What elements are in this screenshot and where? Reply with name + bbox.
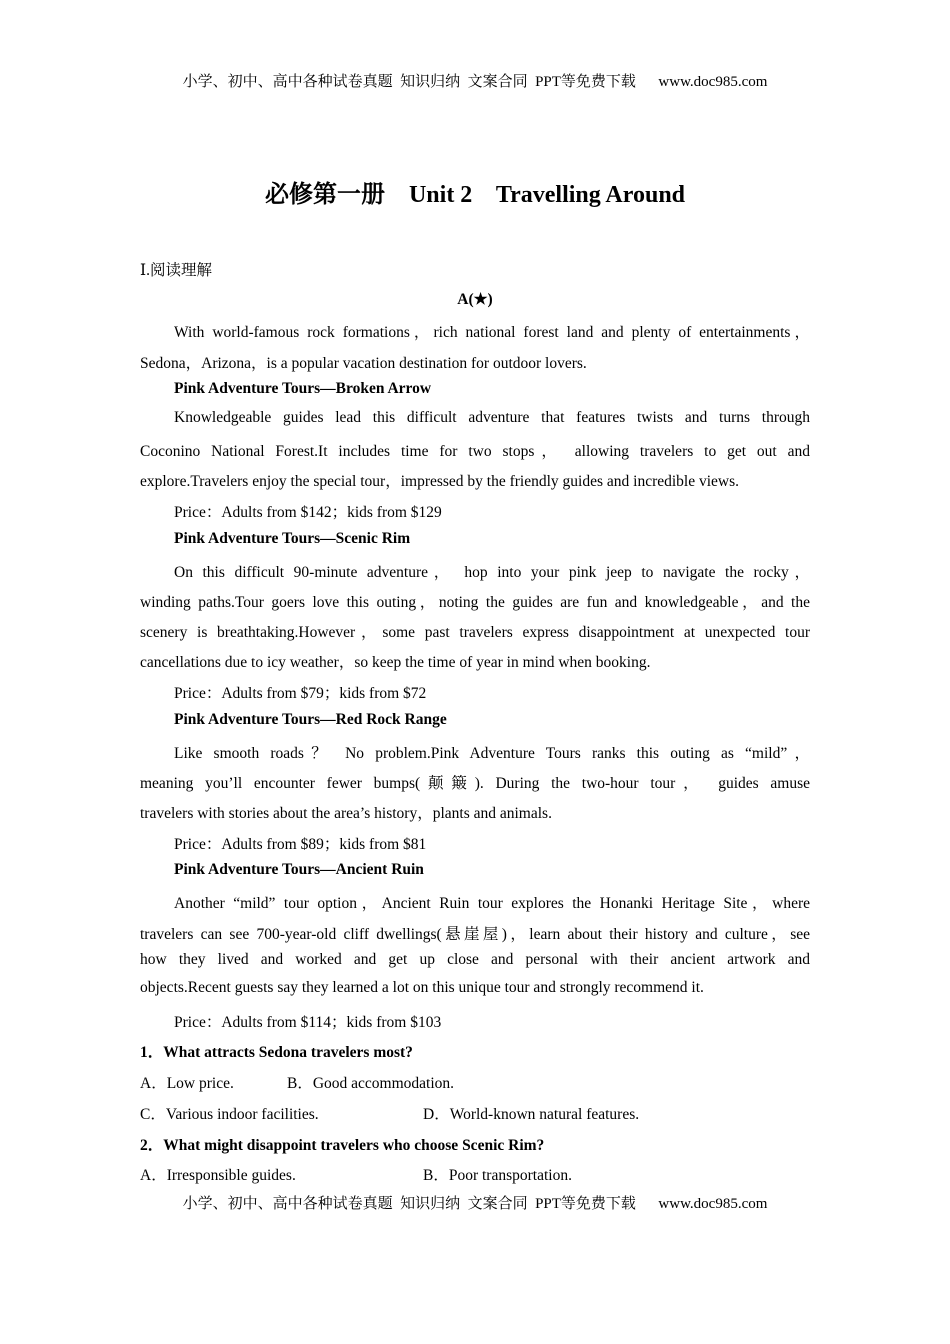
tour-text-line: travelers with stories about the area’s history，plants and animals. bbox=[140, 805, 552, 822]
tour-price: Price：Adults from $79；kids from $72 bbox=[174, 685, 427, 702]
tour-name: Pink Adventure Tours—Broken Arrow bbox=[174, 380, 432, 397]
tour-text-line: cancellations due to icy weather，so keep the time of year in mind when booking. bbox=[140, 654, 651, 671]
tour-text-line: how they lived and worked and get up close and personal with their ancient artwork and bbox=[140, 951, 810, 968]
question-option: D．World-known natural features. bbox=[423, 1106, 640, 1123]
question-stem: 1．What attracts Sedona travelers most? bbox=[140, 1044, 413, 1061]
question-option: A．Irresponsible guides. bbox=[140, 1167, 296, 1184]
intro-line: With world-famous rock formations，rich national forest land and plenty of entertainments， bbox=[174, 324, 810, 341]
question-option: B．Good accommodation. bbox=[287, 1075, 455, 1092]
tour-text-line: travelers can see 700-year-old cliff dwellings(悬崖屋)，learn about their history and culture，see bbox=[140, 926, 810, 943]
tour-name: Pink Adventure Tours—Ancient Ruin bbox=[174, 861, 424, 878]
tour-text-line: explore.Travelers enjoy the special tour，impressed by the friendly guides and incredible views. bbox=[140, 473, 740, 490]
section-heading: Ⅰ.阅读理解 bbox=[140, 262, 212, 279]
tour-text-line: Like smooth roads？ No problem.Pink Adventure Tours ranks this outing as “mild”， bbox=[174, 745, 810, 762]
tour-name: Pink Adventure Tours—Scenic Rim bbox=[174, 530, 411, 547]
tour-text-line: Another “mild” tour option，Ancient Ruin tour explores the Honanki Heritage Site，where bbox=[174, 895, 810, 912]
tour-price: Price：Adults from $89；kids from $81 bbox=[174, 836, 427, 853]
tour-text-line: scenery is breathtaking.However，some past travelers express disappointment at unexpected tour bbox=[140, 624, 810, 641]
question-option: C．Various indoor facilities. bbox=[140, 1106, 319, 1123]
question-option: A．Low price. bbox=[140, 1075, 234, 1092]
tour-name: Pink Adventure Tours—Red Rock Range bbox=[174, 711, 447, 728]
tour-text-line: meaning you’ll encounter fewer bumps(颠簸). During the two-hour tour， guides amuse bbox=[140, 775, 810, 792]
question-option: B．Poor transportation. bbox=[423, 1167, 572, 1184]
tour-price: Price：Adults from $114；kids from $103 bbox=[174, 1014, 442, 1031]
tour-text-line: objects.Recent guests say they learned a lot on this unique tour and strongly recommend it. bbox=[140, 979, 704, 996]
page-footer: 小学、初中、高中各种试卷真题 知识归纳 文案合同 PPT等免费下载 www.doc985.com bbox=[182, 1196, 768, 1212]
tour-text-line: winding paths.Tour goers love this outing，noting the guides are fun and knowledgeable，and the bbox=[140, 594, 810, 611]
page-header: 小学、初中、高中各种试卷真题 知识归纳 文案合同 PPT等免费下载 www.doc985.com bbox=[182, 74, 768, 90]
tour-price: Price：Adults from $142；kids from $129 bbox=[174, 504, 442, 521]
tour-text-line: On this difficult 90-minute adventure， hop into your pink jeep to navigate the rocky， bbox=[174, 564, 810, 581]
page-title: 必修第一册 Unit 2 Travelling Around bbox=[264, 182, 686, 208]
tour-text-line: Knowledgeable guides lead this difficult adventure that features twists and turns through bbox=[174, 409, 810, 426]
tour-text-line: Coconino National Forest.It includes time for two stops， allowing travelers to get out and bbox=[140, 443, 810, 460]
passage-label: A(★) bbox=[457, 291, 493, 308]
question-stem: 2．What might disappoint travelers who choose Scenic Rim? bbox=[140, 1137, 545, 1154]
intro-line: Sedona，Arizona，is a popular vacation destination for outdoor lovers. bbox=[140, 355, 587, 372]
